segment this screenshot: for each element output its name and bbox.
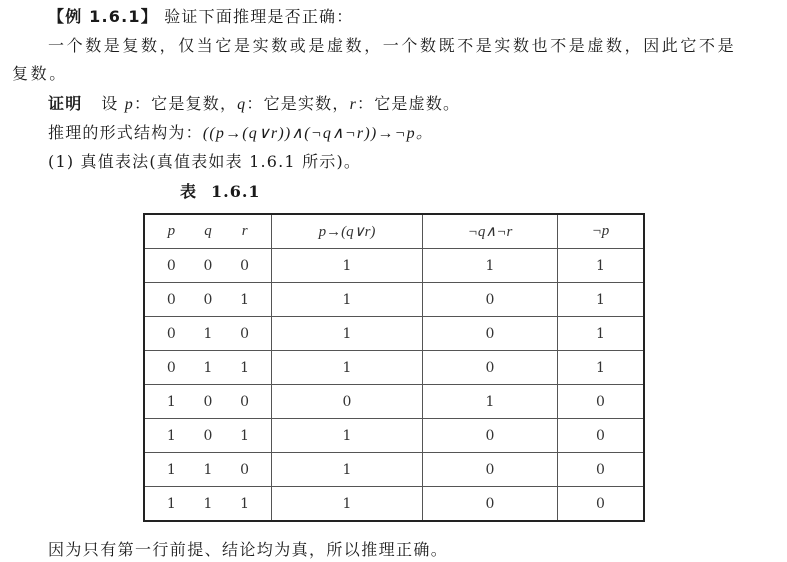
example-heading	[48, 7, 353, 27]
cell-r: 0	[240, 461, 250, 478]
cell-conjunction: 1	[423, 249, 558, 283]
r-definition: ：它是虚数。	[357, 94, 461, 113]
var-r: r	[349, 96, 358, 113]
cell-q: 1	[203, 461, 213, 478]
cell-p: 1	[166, 393, 176, 410]
cell-implication: 1	[272, 317, 423, 351]
cell-pqr	[144, 317, 272, 351]
cell-q: 0	[203, 393, 213, 410]
cell-pqr	[144, 419, 272, 453]
cell-q: 0	[203, 257, 213, 274]
table-row	[144, 385, 644, 419]
conclusion: 因为只有第一行前提、结论均为真，所以推理正确。	[48, 540, 449, 559]
table-row	[144, 351, 644, 385]
table-caption	[180, 182, 261, 202]
form-label: 推理的形式结构为：	[48, 123, 203, 142]
header-pqr	[144, 214, 272, 249]
cell-implication: 1	[272, 453, 423, 487]
cell-pqr	[144, 283, 272, 317]
cell-p: 1	[166, 495, 176, 512]
cell-conjunction: 0	[423, 283, 558, 317]
proof-intro	[48, 94, 460, 115]
cell-pqr	[144, 249, 272, 283]
cell-implication: 1	[272, 249, 423, 283]
cell-not-p: 0	[558, 385, 645, 419]
cell-r: 1	[240, 427, 250, 444]
table-header-row	[144, 214, 644, 249]
cell-implication: 0	[272, 385, 423, 419]
cell-p: 0	[166, 325, 176, 342]
cell-r: 0	[240, 257, 250, 274]
cell-p: 0	[166, 291, 176, 308]
cell-implication: 1	[272, 419, 423, 453]
cell-conjunction: 0	[423, 453, 558, 487]
cell-p: 1	[166, 461, 176, 478]
cell-pqr	[144, 385, 272, 419]
cell-r: 1	[240, 495, 250, 512]
caption-number: 1.6.1	[211, 182, 261, 201]
table-row	[144, 419, 644, 453]
cell-r: 1	[240, 359, 250, 376]
cell-not-p: 0	[558, 487, 645, 522]
header-r: r	[241, 223, 248, 239]
statement-line-2: 复数。	[12, 64, 68, 83]
header-implication: p→(q∨r)	[272, 214, 423, 249]
table-row	[144, 249, 644, 283]
formal-structure	[48, 123, 433, 144]
table-row	[144, 453, 644, 487]
cell-pqr	[144, 351, 272, 385]
q-definition: ：它是实数，	[246, 94, 350, 113]
header-not-p: ¬p	[558, 214, 645, 249]
cell-conjunction: 0	[423, 487, 558, 522]
cell-pqr	[144, 453, 272, 487]
proof-intro-prefix: 设	[101, 94, 125, 113]
cell-conjunction: 0	[423, 419, 558, 453]
truth-table	[143, 213, 645, 522]
table-row	[144, 283, 644, 317]
var-q: q	[237, 96, 247, 113]
header-q: q	[204, 223, 212, 239]
cell-implication: 1	[272, 487, 423, 522]
cell-implication: 1	[272, 351, 423, 385]
cell-conjunction: 0	[423, 351, 558, 385]
cell-r: 0	[240, 393, 250, 410]
cell-p: 0	[166, 257, 176, 274]
cell-r: 0	[240, 325, 250, 342]
var-p: p	[124, 96, 134, 113]
p-definition: ：它是复数，	[133, 94, 238, 113]
cell-implication: 1	[272, 283, 423, 317]
cell-q: 1	[203, 325, 213, 342]
cell-not-p: 0	[558, 419, 645, 453]
cell-q: 1	[203, 495, 213, 512]
cell-pqr	[144, 487, 272, 522]
caption-label: 表	[180, 182, 198, 201]
statement-line-1: 一个数是复数，仅当它是实数或是虚数，一个数既不是实数也不是虚数，因此它不是	[48, 36, 737, 55]
header-conjunction: ¬q∧¬r	[423, 214, 558, 249]
example-title: 验证下面推理是否正确：	[164, 7, 354, 26]
cell-r: 1	[240, 291, 250, 308]
proof-label: 证明	[48, 94, 83, 113]
cell-not-p: 1	[558, 249, 645, 283]
cell-conjunction: 0	[423, 317, 558, 351]
cell-not-p: 1	[558, 283, 645, 317]
table-row	[144, 317, 644, 351]
cell-not-p: 1	[558, 317, 645, 351]
cell-not-p: 0	[558, 453, 645, 487]
cell-p: 0	[166, 359, 176, 376]
header-p: p	[167, 223, 176, 239]
cell-q: 1	[203, 359, 213, 376]
cell-conjunction: 1	[423, 385, 558, 419]
cell-q: 0	[203, 291, 213, 308]
example-label: 【例 1.6.1】	[48, 7, 158, 26]
table-row	[144, 487, 644, 522]
method-line: (1) 真值表法(真值表如表 1.6.1 所示)。	[48, 152, 362, 171]
cell-not-p: 1	[558, 351, 645, 385]
cell-p: 1	[166, 427, 176, 444]
cell-q: 0	[203, 427, 213, 444]
form-formula: ((p→(q∨r))∧(¬q∧¬r))→¬p。	[202, 125, 434, 142]
